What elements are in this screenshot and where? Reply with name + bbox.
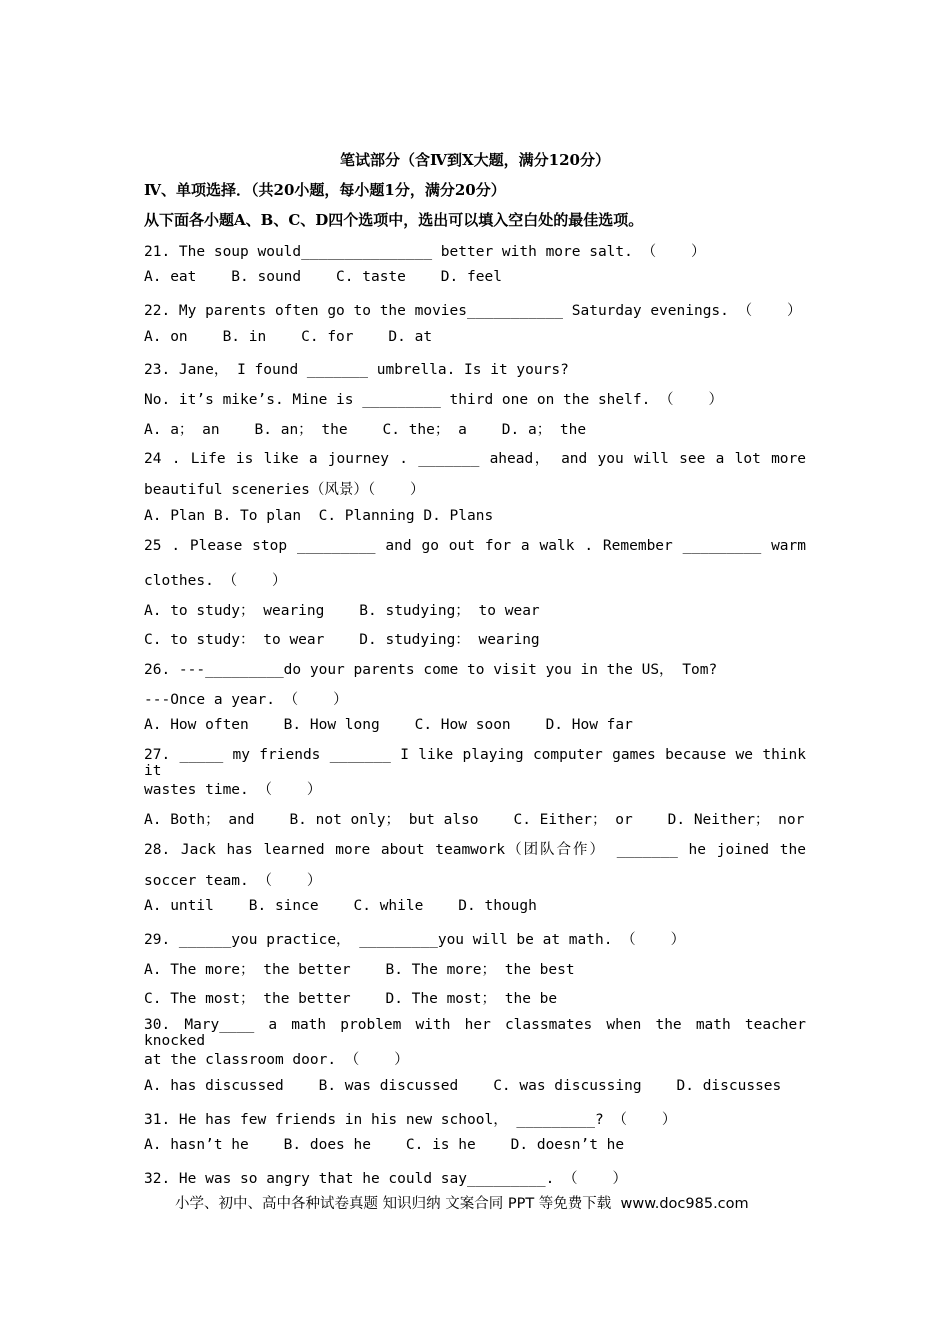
question-23: 23. Jane， I found _______ umbrella. Is it yours? [144, 362, 569, 378]
section-heading: Ⅳ、单项选择．（共20小题，每小题1分，满分20分） [144, 181, 506, 199]
question-30-line-2: at the classroom door. （ ） [144, 1052, 409, 1068]
question-25: 25 . Please stop _________ and go out for a walk . Remember _________ warm [144, 538, 806, 554]
options-22: A. on B. in C. for D. at [144, 329, 433, 345]
options-25-row-1: A. to study； wearing B. studying； to wear [144, 603, 540, 619]
question-28-line-2: soccer team. （ ） [144, 873, 322, 889]
question-24: 24 . Life is like a journey . _______ ahead， and you will see a lot more [144, 451, 806, 467]
question-23-line-2: No. it’s mike’s. Mine is _________ third one on the shelf. （ ） [144, 392, 723, 408]
question-22: 22. My parents often go to the movies___________ Saturday evenings. （ ） [144, 303, 802, 319]
page-title: 笔试部分（含Ⅳ到Ⅹ大题，满分120分） [340, 151, 610, 169]
options-29-row-1: A. The more； the better B. The more； the best [144, 962, 575, 978]
instruction-text: 从下面各小题A、B、C、D四个选项中，选出可以填入空白处的最佳选项。 [144, 211, 644, 229]
question-25-line-2: clothes. （ ） [144, 573, 287, 589]
options-30: A. has discussed B. was discussed C. was discussing D. discusses [144, 1078, 782, 1094]
question-29: 29. ______you practice， _________you will be at math. （ ） [144, 932, 686, 948]
question-27-line-2: wastes time. （ ） [144, 782, 322, 798]
question-21: 21. The soup would_______________ better with more salt. （ ） [144, 244, 706, 260]
question-26: 26. ---_________do your parents come to visit you in the US， Tom? [144, 662, 718, 678]
question-26-line-2: ---Once a year. （ ） [144, 692, 348, 708]
question-27: 27. _____ my friends _______ I like playing computer games because we think it [144, 747, 806, 779]
question-31: 31. He has few friends in his new school， _________? （ ） [144, 1112, 677, 1128]
question-32: 32. He was so angry that he could say_________. （ ） [144, 1171, 627, 1187]
options-23: A. a； an B. an； the C. the； a D. a； the [144, 422, 587, 438]
options-24: A. Plan B. To plan C. Planning D. Plans [144, 508, 494, 524]
footer-watermark-text: 小学、初中、高中各种试卷真题 知识归纳 文案合同 PPT 等免费下载 www.doc985.com [175, 1196, 749, 1212]
options-27: A. Both； and B. not only； but also C. Either； or D. Neither； nor [144, 812, 805, 828]
options-29-row-2: C. The most； the better D. The most； the be [144, 991, 558, 1007]
question-30: 30. Mary____ a math problem with her classmates when the math teacher knocked [144, 1017, 806, 1049]
options-25-row-2: C. to study： to wear D. studying： wearing [144, 632, 540, 648]
options-26: A. How often B. How long C. How soon D. How far [144, 717, 633, 733]
options-28: A. until B. since C. while D. though [144, 898, 537, 914]
options-21: A. eat B. sound C. taste D. feel [144, 269, 502, 285]
question-28: 28. Jack has learned more about teamwork（团队合作） _______ he joined the [144, 842, 806, 858]
question-24-line-2: beautiful sceneries（风景）（ ） [144, 482, 425, 498]
options-31: A. hasn’t he B. does he C. is he D. doesn’t he [144, 1137, 625, 1153]
